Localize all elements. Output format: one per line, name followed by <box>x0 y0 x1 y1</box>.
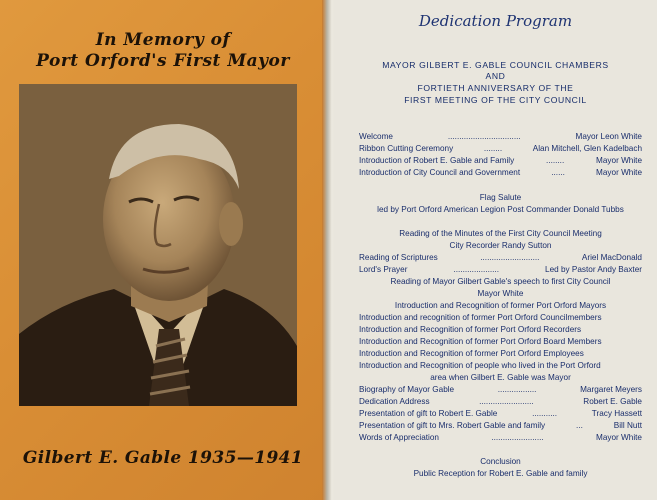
program-item <box>359 396 642 407</box>
program-item <box>359 432 642 443</box>
program-item-centered: Public Reception for Robert E. Gable and family <box>413 469 588 478</box>
program-item <box>359 155 642 166</box>
program-heading-line: FIRST MEETING OF THE CITY COUNCIL <box>404 95 587 105</box>
program-item-centered: City Recorder Randy Sutton <box>449 241 552 250</box>
item-presenter: Ariel MacDonald <box>581 253 642 262</box>
program-item-centered: Flag Salute <box>479 193 522 202</box>
item-label: Presentation of gift to Robert E. Gable <box>359 409 498 418</box>
item-presenter: Robert E. Gable <box>583 397 642 406</box>
program-heading-line: FORTIETH ANNIVERSARY OF THE <box>417 83 574 93</box>
program-item-centered: Reading of Mayor Gilbert Gable's speech to first City Council <box>390 277 611 286</box>
program-item <box>359 408 642 419</box>
program-item: Introduction and recognition of former Port Orford Councilmembers <box>359 313 602 322</box>
item-presenter: Mayor White <box>596 156 642 165</box>
program-item: Introduction and Recognition of former Port Orford Employees <box>359 349 584 358</box>
item-leader: ...... <box>551 168 565 177</box>
item-label: Lord's Prayer <box>359 265 408 274</box>
item-leader: ........ <box>546 156 565 165</box>
item-leader: ... <box>576 421 583 430</box>
program-title: Dedication Program <box>418 12 573 30</box>
program-item <box>359 131 642 142</box>
item-label: Ribbon Cutting Ceremony <box>359 144 454 153</box>
item-presenter: Bill Nutt <box>613 421 642 430</box>
item-leader: ........................ <box>479 397 534 406</box>
item-label: Introduction of Robert E. Gable and Family <box>359 156 515 165</box>
item-label: Biography of Mayor Gable <box>359 385 455 394</box>
mayor-portrait-photo <box>19 84 297 406</box>
program-item: Introduction and Recognition of former Port Orford Recorders <box>359 325 582 334</box>
program-item <box>359 420 642 431</box>
portrait-caption: Gilbert E. Gable 1935—1941 <box>22 448 304 468</box>
program-item-centered: Reading of the Minutes of the First City Council Meeting <box>399 229 602 238</box>
item-label: Words of Appreciation <box>359 433 439 442</box>
item-label: Presentation of gift to Mrs. Robert Gable and family <box>359 421 546 430</box>
item-label: Reading of Scriptures <box>359 253 438 262</box>
program-item-centered: Introduction and Recognition of former Port Orford Mayors <box>394 301 607 310</box>
program-item-centered: area when Gilbert E. Gable was Mayor <box>430 373 571 382</box>
item-label: Dedication Address <box>359 397 430 406</box>
program-item <box>359 264 642 275</box>
program-heading-line: AND <box>485 71 506 81</box>
item-leader: ................. <box>497 385 537 394</box>
program-item-centered: Mayor White <box>477 289 524 298</box>
item-label: Introduction of City Council and Government <box>359 168 521 177</box>
program-item: Introduction and Recognition of former Port Orford Board Members <box>359 337 602 346</box>
program-item-centered: Conclusion <box>480 457 521 466</box>
item-presenter: Mayor White <box>596 168 642 177</box>
item-leader: ........... <box>532 409 558 418</box>
memory-title-line1: In Memory of <box>95 30 231 50</box>
item-presenter: Mayor Leon White <box>575 132 642 141</box>
item-leader: ........ <box>483 144 503 153</box>
item-label: Welcome <box>359 132 393 141</box>
item-presenter: Mayor White <box>596 433 642 442</box>
program-item <box>359 384 642 395</box>
program-item <box>359 167 642 178</box>
memory-title-line2: Port Orford's First Mayor <box>36 51 290 71</box>
item-presenter: Margaret Meyers <box>580 385 642 394</box>
program-item <box>359 252 642 263</box>
program-item-centered: led by Port Orford American Legion Post Commander Donald Tubbs <box>377 205 624 214</box>
item-leader: .................... <box>453 265 499 274</box>
program-heading-line: MAYOR GILBERT E. GABLE COUNCIL CHAMBERS <box>382 60 609 70</box>
item-leader: ....................... <box>491 433 544 442</box>
item-leader: .......................... <box>480 253 540 262</box>
item-presenter: Led by Pastor Andy Baxter <box>545 265 642 274</box>
program-item <box>359 143 642 154</box>
program-item: Introduction and Recognition of people who lived in the Port Orford <box>359 361 601 370</box>
item-leader: ................................ <box>447 132 521 141</box>
item-presenter: Alan Mitchell, Glen Kadelbach <box>532 144 642 153</box>
item-presenter: Tracy Hassett <box>591 409 642 418</box>
